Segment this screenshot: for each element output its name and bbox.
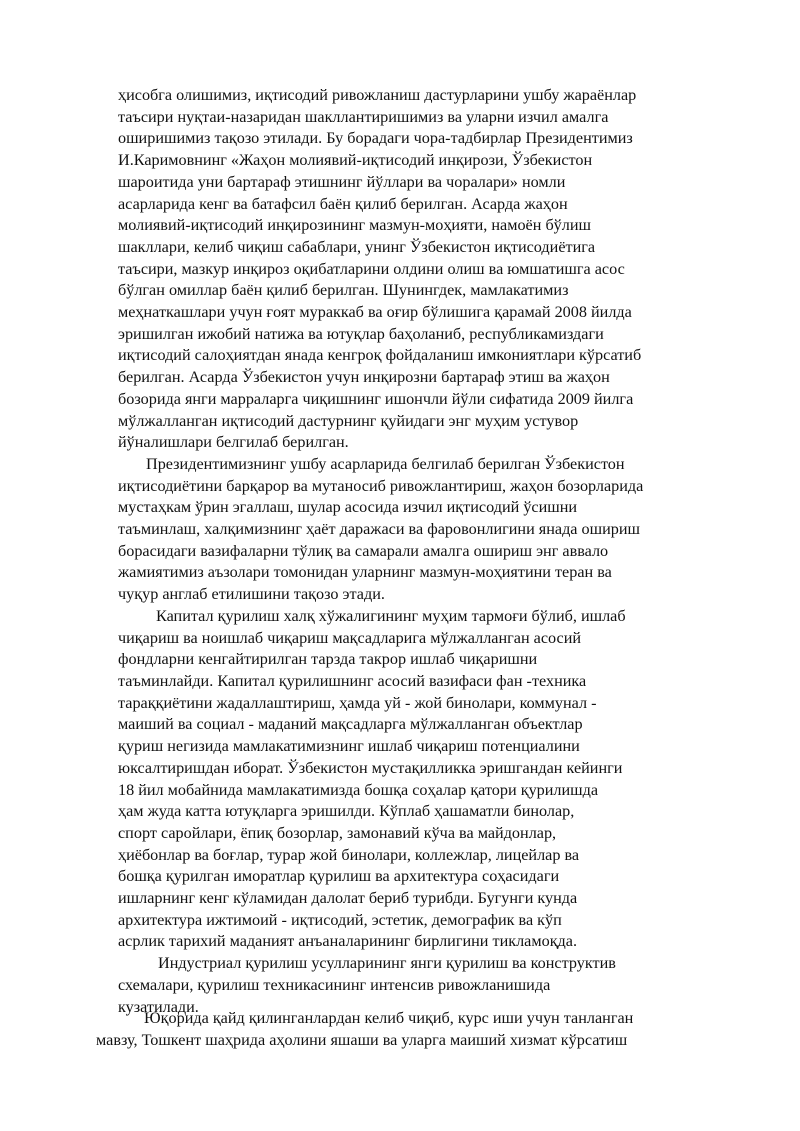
paragraph-1: ҳисобга олишимиз, иқтисодий ривожланиш дастурларини ушбу жараёнлар таъсири нуқтаи-назаридан шакллантиришимиз ва уларни изчил амалга оширишимиз тақозо этилади. Бу борадаги чора-тадбирлар Президентимиз И.Каримовнинг «Жаҳон молиявий-иқтисодий инқирози, Ўзбекистон шароитида уни бартараф этишнинг йўллари ва чоралари» номли асарларида кенг ва батафсил баён қилиб берилган. Асарда жаҳон молиявий-иқтисодий инқирозининг мазмун-моҳияти, намоён бўлиш шакллари, келиб чиқиш сабаблари, унинг Ўзбекистон иқтисодиётига таъсири, мазкур инқироз оқибатларини олдини олиш ва юмшатишга асос бўлган омиллар баён қилиб берилган. Шунингдек, мамлакатимиз меҳнаткашлари учун ғоят мураккаб ва оғир бўлишига қарамай 2008 йилда эришилган ижобий натижа ва ютуқлар баҳоланиб, республикамиздаги иқтисодий салоҳиятдан янада кенгроқ фойдаланиш имкониятлари кўрсатиб берилган. Асарда Ўзбекистон учун инқирозни бартараф этиш ва жаҳон бозорида янги марраларга чиқишнинг ишончли йўли сифатида 2009 йилга мўлжалланган иқтисодий дастурнинг қуйидаги энг муҳим устувор йўналишлари белгилаб берилган. xyxy=(118,86,642,452)
paragraph-2: Президентимизнинг ушбу асарларида белгилаб берилган Ўзбекистон иқтисодиётини барқарор ва мутаносиб ривожлантириш, жаҳон бозорларида мустаҳкам ўрин эгаллаш, шулар асосида изчил иқтисодий ўсишни таъминлаш, халқимизнинг ҳаёт даражаси ва фаровонлигини янада ошириш борасидаги вазифаларни тўлиқ ва самарали амалга ошириш энг аввало жамиятимиз аъзолари томонидан уларнинг мазмун-моҳиятини теран ва чуқур англаб етилишини тақозо этади. xyxy=(118,454,644,604)
paragraph-3: Капитал қурилиш халқ хўжалигининг муҳим тармоғи бўлиб, ишлаб чиқариш ва ноишлаб чиқариш мақсадларига мўлжалланган асосий фондларни кенгайтирилган тарзда такрор ишлаб чиқаришни таъминлайди. Капитал қурилишнинг асосий вазифаси фан -техника тараққиётини жадаллаштириш, ҳамда уй - жой бинолари, коммунал - маиший ва социал - маданий мақсадларга мўлжалланган объектлар қуриш негизида мамлакатимизнинг ишлаб чиқариш потенциалини юксалтиришдан иборат. Ўзбекистон мустақилликка эришгандан кейинги 18 йил мобайнида мамлакатимизда бошқа соҳалар қатори қурилишда ҳам жуда катта ютуқларга эришилди. Кўплаб ҳашаматли бинолар, спорт саройлари, ёпиқ бозорлар, замонавий кўча ва майдонлар, ҳиёбонлар ва боғлар, турар жой бинолари, коллежлар, лицейлар ва бошқа қурилган иморатлар қурилиш ва архитектура соҳасидаги ишларнинг кенг кўламидан далолат бериб турибди. Бугунги кунда архитектура ижтимоий - иқтисодий, эстетик, демографик ва кўп асрлик тарихий маданият анъаналарининг бирлигини тикламоқда. xyxy=(118,606,626,951)
paragraph-4: Индустриал қурилиш усулларининг янги қурилиш ва конструктив схемалари, қурилиш техникасининг интенсив ривожланишида кузатилади. xyxy=(118,954,616,1016)
paragraph-5: Юқорида қайд қилинганлардан келиб чиқиб, курс иши учун танланган мавзу, Тошкент шаҳрида аҳолини яшаши ва уларга маиший хизмат кўрсатиш xyxy=(96,1009,634,1049)
document-body xyxy=(118,85,730,1018)
